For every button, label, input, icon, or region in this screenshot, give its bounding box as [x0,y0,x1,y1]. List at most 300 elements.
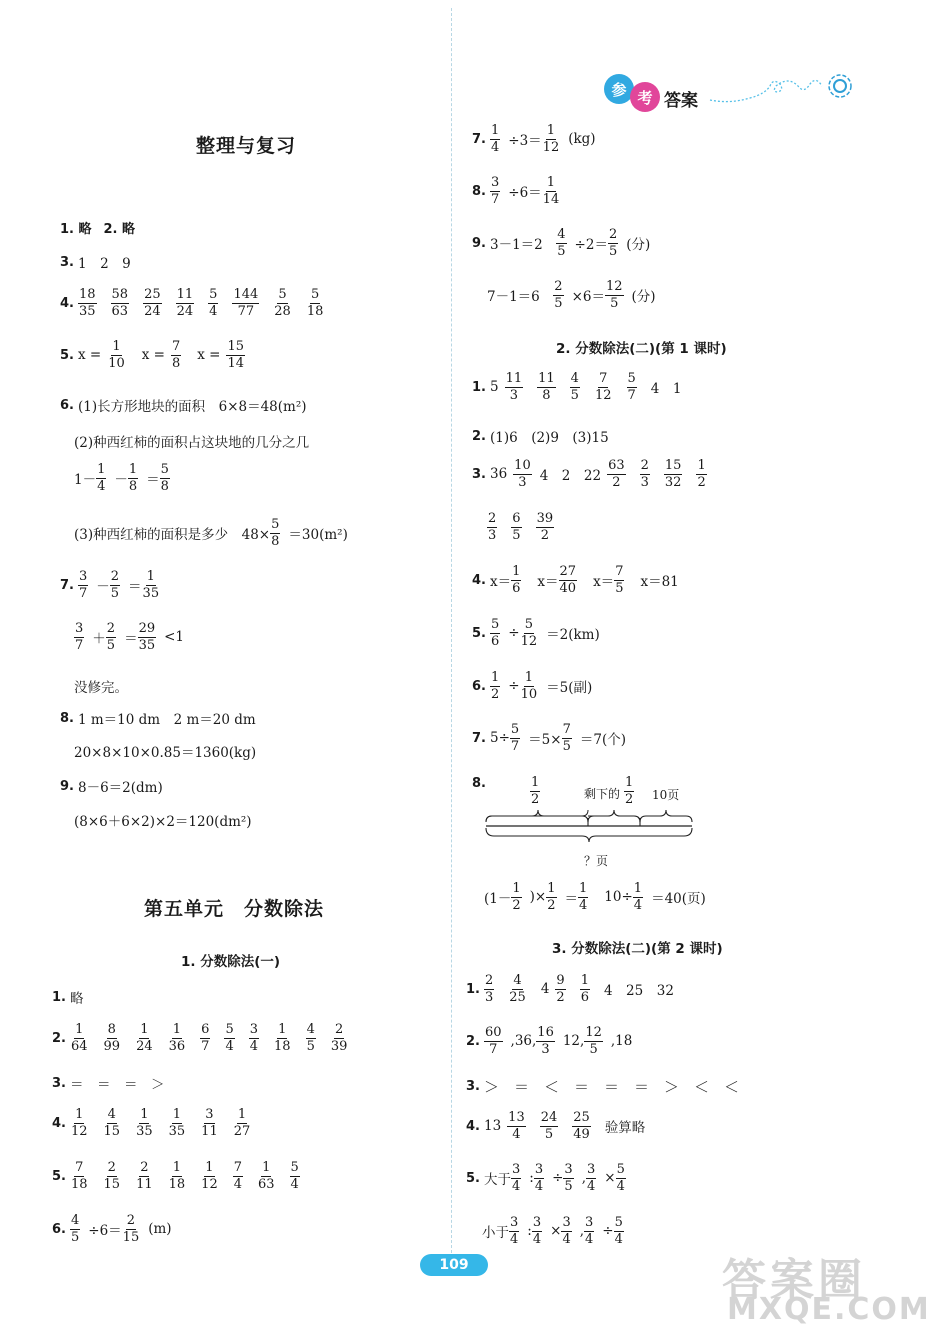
fraction [106,622,116,652]
row-text: 2. 略 [103,222,136,237]
sec3-row-5 [466,1163,634,1193]
row-number: 3. [60,254,74,270]
fraction [490,176,500,206]
fraction [122,1214,141,1244]
answer-row-7a [60,570,168,600]
denominator: 7 [78,585,88,601]
denominator: 8 [160,478,169,494]
fraction [607,459,626,489]
row-text: (分) [626,237,651,254]
denominator: 6 [580,989,589,1005]
numerator: 3 [532,1215,542,1230]
numerator: 15 [664,458,682,473]
section1-row-3 [52,1073,164,1093]
numerator: 1 [172,1107,182,1122]
fraction [74,622,84,652]
denominator: 27 [233,1123,251,1139]
numerator: 12 [585,1025,602,1040]
pages-label: 10页 [652,788,680,802]
numerator: 1 [547,881,556,896]
row-text: 没修完。 [74,680,128,696]
numerator: 1 [512,881,521,896]
denominator: 2 [612,474,621,490]
numerator: 7 [615,564,624,579]
denominator: 12 [520,633,538,649]
denominator: 14 [227,355,245,371]
numerator: 1 [205,1160,214,1175]
fraction [572,1111,591,1141]
denominator: 4 [512,1126,521,1142]
row-text: 4 2 22 [539,468,602,485]
row-number: 7. [472,131,486,147]
row-text: ＝5× [528,732,562,749]
denominator: 5 [544,1126,554,1142]
numerator: 5 [490,617,500,632]
fraction [110,570,120,600]
row-text: ÷2＝ [574,237,608,254]
numerator: 4 [570,371,579,386]
denominator: 2 [697,474,706,490]
x-label: x = [141,347,165,364]
row-number: 1. [472,379,486,395]
right-row-7 [472,124,596,154]
numerator: 1 [146,569,155,584]
denominator: 6 [490,633,500,649]
fraction [542,176,561,206]
numerator: 6 [512,511,521,526]
sec2-row-6 [472,671,592,701]
fraction [559,565,578,595]
numerator: 5 [271,517,280,532]
denominator: 5 [554,295,563,311]
row-number: 4. [52,1115,66,1131]
row-text: : [529,1170,534,1187]
x-label: x＝ [489,574,512,591]
fraction-list [70,1108,265,1138]
denominator: 5 [564,1178,573,1194]
numerator: 1 [546,175,556,190]
row-text: (分) [631,289,656,306]
denominator: 5 [110,585,120,601]
numerator: 1 [75,1022,84,1037]
header-badge-1: 参 [604,74,634,104]
row-text: 4 1 [650,381,682,398]
numerator: 3 [564,1162,573,1177]
row-text: ÷6＝ [508,185,542,202]
row-text: 8－6＝2(dm) [77,780,163,796]
sec3-row-2 [466,1026,632,1056]
row-text: ,36, [510,1033,537,1050]
fraction [111,288,130,318]
row-text: ÷6＝ [88,1223,122,1240]
fraction [70,1023,89,1053]
numerator: 3 [490,175,500,190]
fraction [103,1023,122,1053]
row-text: ＝ [128,579,142,596]
numerator: 11 [505,371,523,386]
fraction [546,882,556,912]
numerator: 1 [546,123,556,138]
fraction-list [78,288,338,318]
denominator: 8 [128,478,138,494]
row-number: 4. [466,1118,480,1134]
denominator: 24 [176,303,194,319]
numerator: 2 [140,1160,149,1175]
answer-row-7c [74,676,128,696]
denominator: 64 [70,1038,88,1054]
sec2-row-2 [472,426,609,446]
row-text: × [604,1170,616,1187]
answer-row-1-2 [60,218,139,237]
numerator: 1 [172,1022,182,1037]
denominator: 18 [306,303,324,319]
watermark-url: MXQE.COM [727,1292,931,1327]
denominator: 8 [271,533,280,549]
numerator: 3 [534,1162,544,1177]
numerator: 1 [490,123,500,138]
fraction [249,1023,259,1053]
fraction [224,1023,234,1053]
numerator: 1 [75,1107,84,1122]
row-text: (1)长方形地块的面积 6×8＝48(m²) [77,399,307,415]
row-text: 1－ [74,472,97,489]
denominator: 4 [633,897,643,913]
row-text: ＞ ＝ ＜ ＝ ＝ ＝ ＞ ＜ ＜ [483,1078,739,1096]
fraction [78,570,88,600]
answer-row-7b [74,622,184,652]
row-text: ÷ [602,1223,614,1240]
fraction-list [70,1161,314,1191]
fraction [627,372,637,402]
numerator: 2 [484,973,494,988]
fraction [270,518,280,548]
numerator: 27 [559,564,577,579]
denominator: 15 [103,1176,121,1192]
denominator: 4 [534,1178,544,1194]
denominator: 5 [70,1229,80,1245]
denominator: 4 [290,1176,299,1192]
row-text: (3)种西红柿的面积是多少 48× [74,527,271,544]
denominator: 35 [136,1123,153,1139]
sec2-row-7 [472,723,626,753]
fraction [200,1108,219,1138]
numerator: 3 [511,1162,521,1177]
numerator: 2 [334,1022,344,1037]
numerator: 3 [585,1215,594,1230]
denominator: 4 [585,1231,594,1247]
denominator: 3 [518,474,527,490]
x-label: x = [197,347,221,364]
numerator: 3 [205,1107,214,1122]
fraction [633,882,643,912]
numerator: 7 [599,371,608,386]
fraction [540,1111,559,1141]
denominator: 2 [531,791,540,807]
fraction [306,288,325,318]
row-text: 5÷ [489,730,510,747]
row-text: × [550,1223,562,1240]
fraction [532,1216,542,1246]
numerator: 24 [540,1110,558,1125]
numerator: 16 [537,1025,554,1040]
fraction [490,618,500,648]
denominator: 8 [542,387,551,403]
swirl-flower-icon [710,70,860,110]
numerator: 11 [176,287,194,302]
numerator: 13 [508,1110,525,1125]
numerator: 5 [209,287,218,302]
numerator: 5 [510,722,520,737]
fraction [584,1216,594,1246]
denominator: 18 [274,1038,291,1054]
row-text: ÷3＝ [508,133,542,150]
numerator: 7 [171,339,181,354]
header-decoration [600,70,865,112]
fraction [605,280,624,310]
row-text: ＝2(km) [546,627,600,644]
denominator: 15 [122,1229,140,1245]
denominator: 7 [627,387,636,403]
row-text: 略 [69,991,84,1007]
fraction [490,671,500,701]
fraction-list [70,1023,362,1053]
numerator: 1 [262,1160,271,1175]
row-text: ,18 [610,1033,633,1050]
fraction [484,1026,503,1056]
denominator: 24 [136,1038,153,1054]
row-text: 1 2 9 [77,256,131,272]
fraction [513,459,532,489]
denominator: 7 [75,637,84,653]
fraction [171,340,181,370]
fraction [511,882,521,912]
row-number: 4. [472,572,486,588]
fraction [510,723,520,753]
answer-row-9b [74,810,252,830]
row-text: (8×6＋6×2)×2＝120(dm²) [74,814,252,830]
numerator: 2 [126,1213,136,1228]
row-text: 1. 略 [60,222,92,237]
fraction [586,1163,596,1193]
numerator: 60 [484,1025,502,1040]
fraction [511,512,521,542]
x-label: x＝ [593,574,615,591]
numerator: 1 [625,775,634,790]
row-text: ＝30(m²) [288,527,348,544]
row-number: 4. [60,295,74,311]
row-text: － [96,579,110,596]
denominator: 6 [512,580,521,596]
section1-row-1 [52,987,83,1007]
row-text: ×6＝ [571,289,605,306]
fraction [563,1163,573,1193]
row-text: 7－1＝6 [487,289,554,306]
fraction [168,1108,187,1138]
fraction-list [487,512,568,542]
fraction [233,1161,243,1191]
fraction [70,1108,89,1138]
denominator: 2 [625,791,634,807]
fraction [226,340,245,370]
row-number: 3. [472,466,486,482]
header-badge-2: 考 [630,82,660,112]
numerator: 10 [514,458,531,473]
row-text: (kg) [568,131,596,148]
denominator: 5 [557,243,566,259]
fraction [578,882,588,912]
fraction [553,280,563,310]
denominator: 24 [144,303,161,319]
section-2-title: 2. 分数除法(二)(第 1 课时) [556,341,727,357]
row-text: 4 [540,981,550,998]
fraction [536,1026,555,1056]
fraction [330,1023,349,1053]
denominator: 4 [97,478,106,494]
denominator: 36 [168,1038,186,1054]
fraction [616,1163,626,1193]
numerator: 7 [75,1160,84,1175]
numerator: 18 [78,287,96,302]
row-text: 小于 [482,1225,509,1242]
numerator: 1 [140,1022,149,1037]
fraction-list [555,974,604,1004]
fraction [614,565,624,595]
row-text: x＝81 [640,574,679,591]
fraction [70,1161,89,1191]
fraction [128,463,138,493]
row-text: ＝7(个) [579,732,626,749]
fraction [208,288,218,318]
numerator: 39 [536,511,554,526]
numerator: 1 [579,881,588,896]
numerator: 2 [107,1160,116,1175]
row-text: ＝ ＝ ＝ ＞ [69,1077,165,1093]
row-text: (1－ [484,891,512,908]
numerator: 3 [562,1215,571,1230]
denominator: 3 [541,1041,550,1057]
numerator: 4 [70,1213,80,1228]
fraction [542,124,561,154]
numerator: 3 [510,1215,519,1230]
denominator: 4 [562,1231,571,1247]
fraction [306,1023,316,1053]
row-number: 8. [472,776,486,791]
row-number: 6. [60,397,74,413]
numerator: 4 [306,1022,315,1037]
sec3-row-1 [466,974,674,1004]
row-number: 5. [60,347,74,363]
fraction [505,372,524,402]
answer-row-8a [60,708,256,728]
total-label: ？页 [584,854,609,868]
watermark-logo: 答案圈 [722,1255,866,1306]
numerator: 2 [106,621,116,636]
denominator: 35 [138,637,156,653]
fraction [487,512,497,542]
sec2-row-8b [484,882,706,912]
numerator: 4 [107,1107,116,1122]
denominator: 5 [512,527,521,543]
fraction [536,512,555,542]
numerator: 3 [249,1022,259,1037]
row-number: 2. [472,428,486,444]
row-number: 9. [472,235,486,251]
row-number: 5. [466,1170,480,1186]
fraction [640,459,650,489]
row-text: － [114,472,128,489]
numerator: 1 [490,670,500,685]
sec3-row-5b [482,1216,632,1246]
row-text: <1 [164,629,185,646]
fraction [555,974,565,1004]
denominator: 2 [556,989,565,1005]
fraction-list [484,974,541,1004]
denominator: 12 [70,1123,88,1139]
review-title: 整理与复习 [196,135,297,157]
half-fraction-label [530,776,540,806]
numerator: 63 [608,458,625,473]
numerator: 5 [278,287,287,302]
denominator: 12 [542,139,560,155]
fraction [562,723,572,753]
fraction [142,570,161,600]
fraction [511,1163,521,1193]
row-text: ＝5(副) [546,680,593,697]
section-3-title: 3. 分数除法(二)(第 2 课时) [552,941,723,957]
sec2-row-1 [472,372,681,402]
answer-row-6d [74,518,348,548]
sec2-row-5 [472,618,600,648]
sec3-row-3 [466,1076,739,1097]
fraction [509,1216,519,1246]
fraction [233,1108,252,1138]
row-number: 3. [52,1075,66,1091]
row-text: 3－1＝2 [489,237,557,254]
numerator: 1 [512,564,521,579]
row-number: 6. [472,678,486,694]
denominator: 4 [249,1038,259,1054]
row-text: ÷ [508,678,520,695]
row-text: 1 m＝10 dm 2 m＝20 dm [77,712,256,728]
fraction [561,1216,571,1246]
denominator: 35 [78,303,96,319]
numerator: 1 [697,458,706,473]
denominator: 15 [103,1123,121,1139]
answer-row-6c [74,463,178,493]
row-text: , [579,1223,585,1240]
numerator: 3 [75,621,84,636]
numerator: 5 [310,287,320,302]
denominator: 4 [579,897,588,913]
denominator: 4 [209,303,218,319]
row-number: 1. [466,981,480,997]
fraction [556,228,566,258]
fraction [70,1214,80,1244]
fraction [273,1023,292,1053]
sec2-row-4 [472,565,679,595]
denominator: 4 [510,1231,519,1247]
denominator: 4 [511,1178,521,1194]
denominator: 77 [237,303,255,319]
numerator: 1 [531,775,540,790]
denominator: 5 [608,243,618,259]
sec2-row-3b [487,512,568,542]
fraction [290,1161,300,1191]
numerator: 4 [513,973,522,988]
denominator: 12 [201,1176,218,1192]
row-text: )× [529,889,547,906]
denominator: 4 [614,1231,623,1247]
